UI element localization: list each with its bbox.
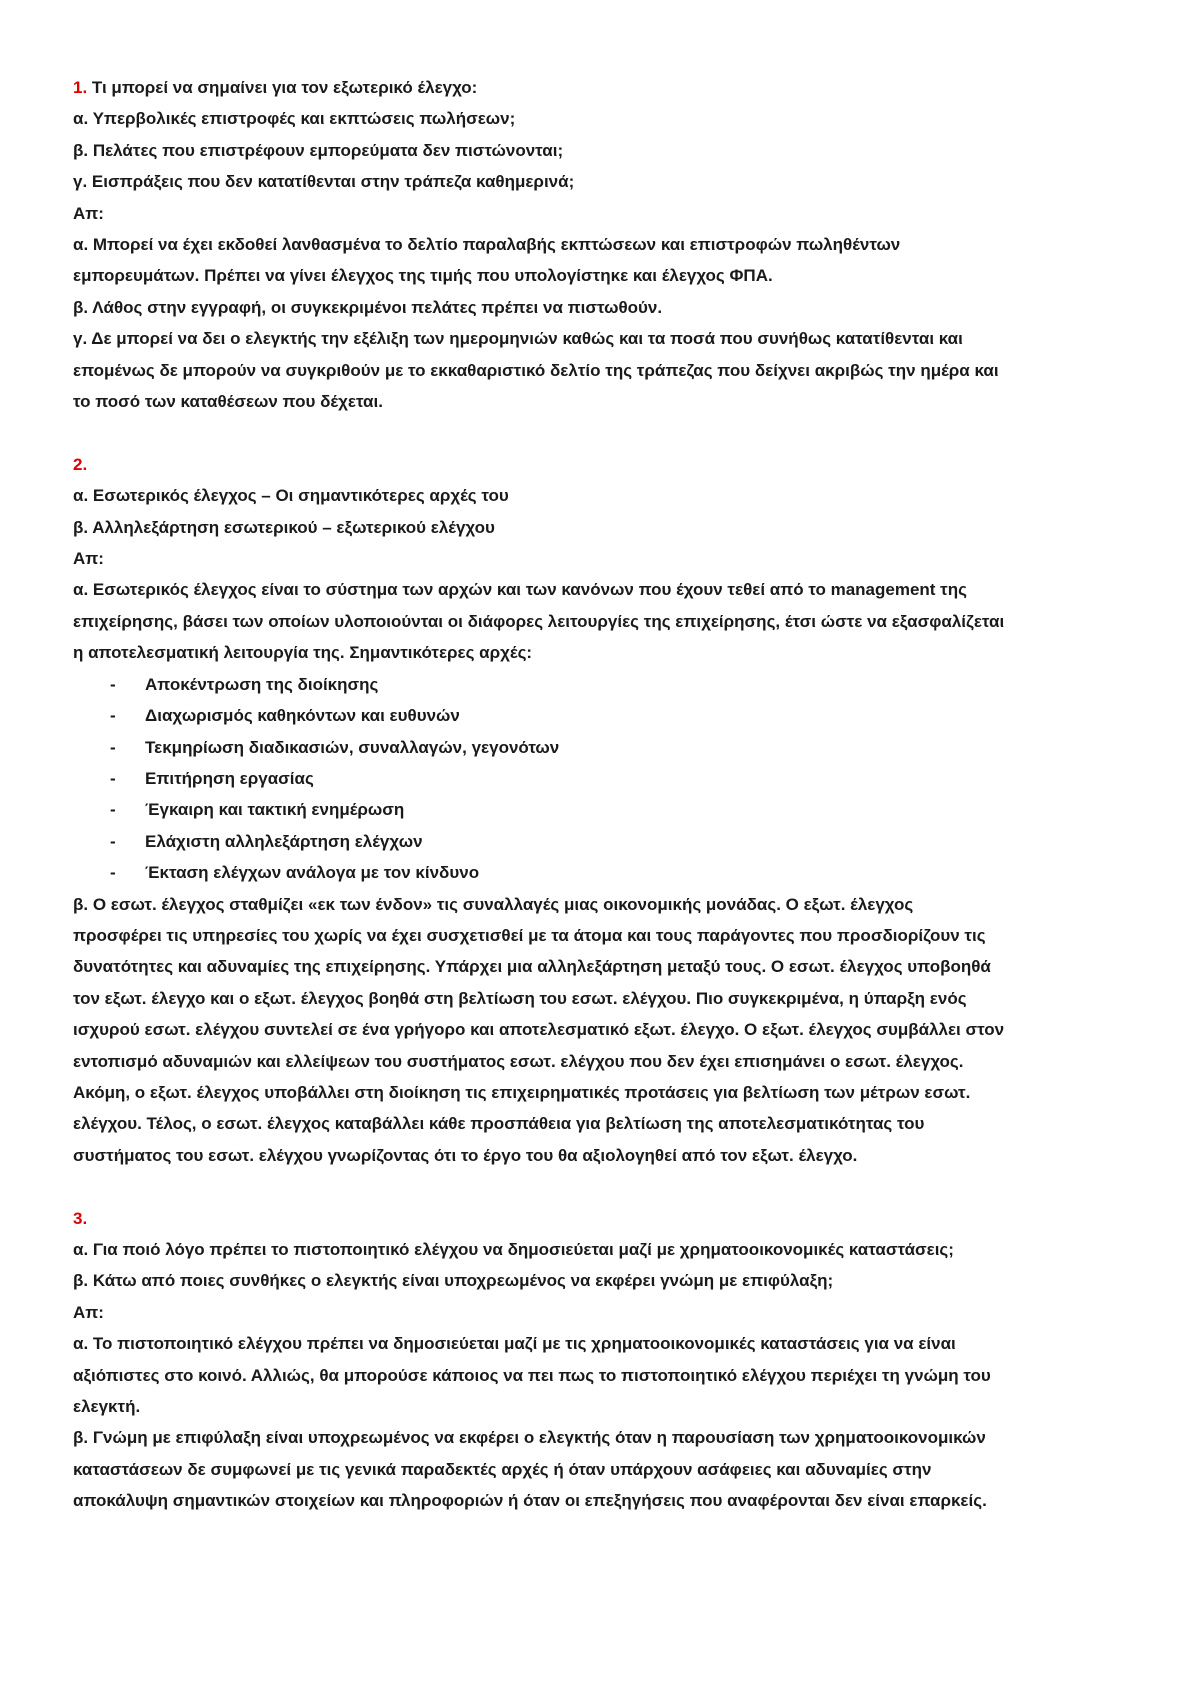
section-2: [73, 449, 1143, 1171]
section-1-answer-line: γ. Δε μπορεί να δει ο ελεγκτής την εξέλιξη των ημερομηνιών καθώς και τα ποσά που συνήθως κατατίθενται και: [73, 329, 963, 349]
document-page: [73, 72, 1143, 1517]
section-2-answer-b-line: ισχυρού εσωτ. ελέγχου συντελεί σε ένα γρήγορο και αποτελεσματικό εξωτ. έλεγχο. Ο εξωτ. έλεγχος συμβάλλει στον: [73, 1020, 1005, 1040]
section-1-answer-line: α. Μπορεί να έχει εκδοθεί λανθασμένα το δελτίο παραλαβής εκπτώσεων και επιστροφών πωληθέντων: [73, 235, 901, 255]
list-item-text: Διαχωρισμός καθηκόντων και ευθυνών: [145, 706, 460, 726]
section-1-item-a: α. Υπερβολικές επιστροφές και εκπτώσεις πωλήσεων;: [73, 109, 516, 129]
list-item: [73, 857, 1143, 888]
section-2-answer-b-line: δυνατότητες και αδυναμίες της επιχείρησης. Υπάρχει μια αλληλεξάρτηση μεταξύ τους. Ο εσωτ. έλεγχος υποβοηθά: [73, 957, 991, 977]
section-2-answer-b-line: συστήματος του εσωτ. ελέγχου γνωρίζοντας ότι το έργο του θα αξιολογηθεί από τον εξωτ. έλεγχο.: [73, 1145, 858, 1165]
bullet-dash: -: [110, 831, 116, 851]
list-item: [73, 794, 1143, 825]
section-2-answer-b-line: εντοπισμό αδυναμιών και ελλείψεων του συστήματος εσωτ. ελέγχου που δεν έχει επισημάνει ο εσωτ. έλεγχος.: [73, 1051, 964, 1071]
section-3-answer-line: α. Το πιστοποιητικό ελέγχου πρέπει να δημοσιεύεται μαζί με τις χρηματοοικονομικές καταστάσεις για να είναι: [73, 1334, 956, 1354]
principles-list: [73, 669, 1143, 889]
section-spacer: [73, 417, 1143, 448]
list-item-text: Αποκέντρωση της διοίκησης: [145, 674, 379, 694]
section-1-item-c: γ. Εισπράξεις που δεν κατατίθενται στην τράπεζα καθημερινά;: [73, 172, 575, 192]
list-item-text: Έκταση ελέγχων ανάλογα με τον κίνδυνο: [145, 863, 480, 883]
section-1-answer-line: β. Λάθος στην εγγραφή, οι συγκεκριμένοι πελάτες πρέπει να πιστωθούν.: [73, 297, 663, 317]
section-2-answer-a-line: επιχείρησης, βάσει των οποίων υλοποιούνται οι διάφορες λειτουργίες της επιχείρησης, έτσι ώστε να εξασφαλίζεται: [73, 611, 1005, 631]
list-item: [73, 669, 1143, 700]
section-2-answer-a-line: α. Εσωτερικός έλεγχος είναι το σύστημα των αρχών και των κανόνων που έχουν τεθεί από το management της: [73, 580, 967, 600]
section-3-item-b: β. Κάτω από ποιες συνθήκες ο ελεγκτής είναι υποχρεωμένος να εκφέρει γνώμη με επιφύλαξη;: [73, 1271, 834, 1291]
section-1-number: 1.: [73, 78, 88, 97]
section-2-answer-b-line: προσφέρει τις υπηρεσίες του χωρίς να έχει συσχετισθεί με τα άτομα και τους παράγοντες που προσδιορίζουν τις: [73, 925, 986, 945]
list-item-text: Τεκμηρίωση διαδικασιών, συναλλαγών, γεγονότων: [145, 737, 560, 757]
bullet-dash: -: [110, 768, 116, 788]
section-1-question: Τι μπορεί να σημαίνει για τον εξωτερικό έλεγχο:: [87, 78, 478, 97]
section-2-item-a: α. Εσωτερικός έλεγχος – Οι σημαντικότερες αρχές του: [73, 486, 509, 506]
section-1: [73, 72, 1143, 417]
section-3-answer-label: Απ:: [73, 1302, 104, 1322]
section-1-answer-label: Απ:: [73, 203, 104, 223]
section-2-answer-a-line: η αποτελεσματική λειτουργία της. Σημαντικότερες αρχές:: [73, 643, 533, 663]
list-item-text: Έγκαιρη και τακτική ενημέρωση: [145, 800, 405, 820]
section-3: [73, 1203, 1143, 1517]
bullet-dash: -: [110, 800, 116, 820]
section-3-item-a: α. Για ποιό λόγο πρέπει το πιστοποιητικό ελέγχου να δημοσιεύεται μαζί με χρηματοοικονομικές καταστάσεις;: [73, 1240, 954, 1259]
list-item: [73, 763, 1143, 794]
section-1-heading: [73, 72, 1143, 103]
section-1-item-b: β. Πελάτες που επιστρέφουν εμπορεύματα δεν πιστώνονται;: [73, 140, 564, 160]
list-item: [73, 826, 1143, 857]
section-3-answer-line: β. Γνώμη με επιφύλαξη είναι υποχρεωμένος να εκφέρει ο ελεγκτής όταν η παρουσίαση των χρηματοοικονομικών: [73, 1428, 986, 1448]
section-3-number: 3.: [73, 1208, 88, 1228]
section-3-answer-line: αποκάλυψη σημαντικών στοιχείων και πληροφοριών ή όταν οι επεξηγήσεις που αναφέρονται δεν είναι επαρκείς.: [73, 1491, 987, 1511]
list-item-text: Επιτήρηση εργασίας: [145, 768, 314, 788]
section-3-answer-line: καταστάσεων δε συμφωνεί με τις γενικά παραδεκτές αρχές ή όταν υπάρχουν ασάφειες και αδυναμίες στην: [73, 1459, 932, 1479]
section-2-answer-label: Απ:: [73, 549, 104, 569]
list-item: [73, 732, 1143, 763]
section-1-answer-line: επομένως δε μπορούν να συγκριθούν με το εκκαθαριστικό δελτίο της τράπεζας που δείχνει ακριβώς την ημέρα και: [73, 360, 999, 380]
bullet-dash: -: [110, 706, 116, 726]
list-item-text: Ελάχιστη αλληλεξάρτηση ελέγχων: [145, 831, 423, 851]
bullet-dash: -: [110, 863, 116, 883]
section-2-item-b: β. Αλληλεξάρτηση εσωτερικού – εξωτερικού ελέγχου: [73, 517, 495, 537]
section-1-answer-line: εμπορευμάτων. Πρέπει να γίνει έλεγχος της τιμής που υπολογίστηκε και έλεγχος ΦΠΑ.: [73, 266, 773, 286]
section-2-answer-b-line: Ακόμη, ο εξωτ. έλεγχος υποβάλλει στη διοίκηση τις επιχειρηματικές προτάσεις για βελτίωση των μέτρων εσωτ.: [73, 1082, 971, 1102]
bullet-dash: -: [110, 674, 116, 694]
section-2-answer-b-line: ελέγχου. Τέλος, ο εσωτ. έλεγχος καταβάλλει κάθε προσπάθεια για βελτίωση της αποτελεσματικότητας του: [73, 1114, 925, 1134]
section-3-answer-line: ελεγκτή.: [73, 1397, 141, 1417]
section-2-answer-b-line: β. Ο εσωτ. έλεγχος σταθμίζει «εκ των ένδον» τις συναλλαγές μιας οικονομικής μονάδας. Ο εξωτ. έλεγχος: [73, 894, 914, 914]
list-item: [73, 700, 1143, 731]
section-2-number: 2.: [73, 454, 88, 474]
section-spacer: [73, 1171, 1143, 1202]
section-2-answer-b-line: τον εξωτ. έλεγχο και ο εξωτ. έλεγχος βοηθά στη βελτίωση του εσωτ. ελέγχου. Πιο συγκεκριμένα, η ύπαρξη ενός: [73, 988, 967, 1008]
section-1-answer-line: το ποσό των καταθέσεων που δέχεται.: [73, 392, 383, 412]
bullet-dash: -: [110, 737, 116, 757]
section-3-answer-line: αξιόπιστες στο κοινό. Αλλιώς, θα μπορούσε κάποιος να πει πως το πιστοποιητικό ελέγχου περιέχει τη γνώμη του: [73, 1365, 991, 1385]
